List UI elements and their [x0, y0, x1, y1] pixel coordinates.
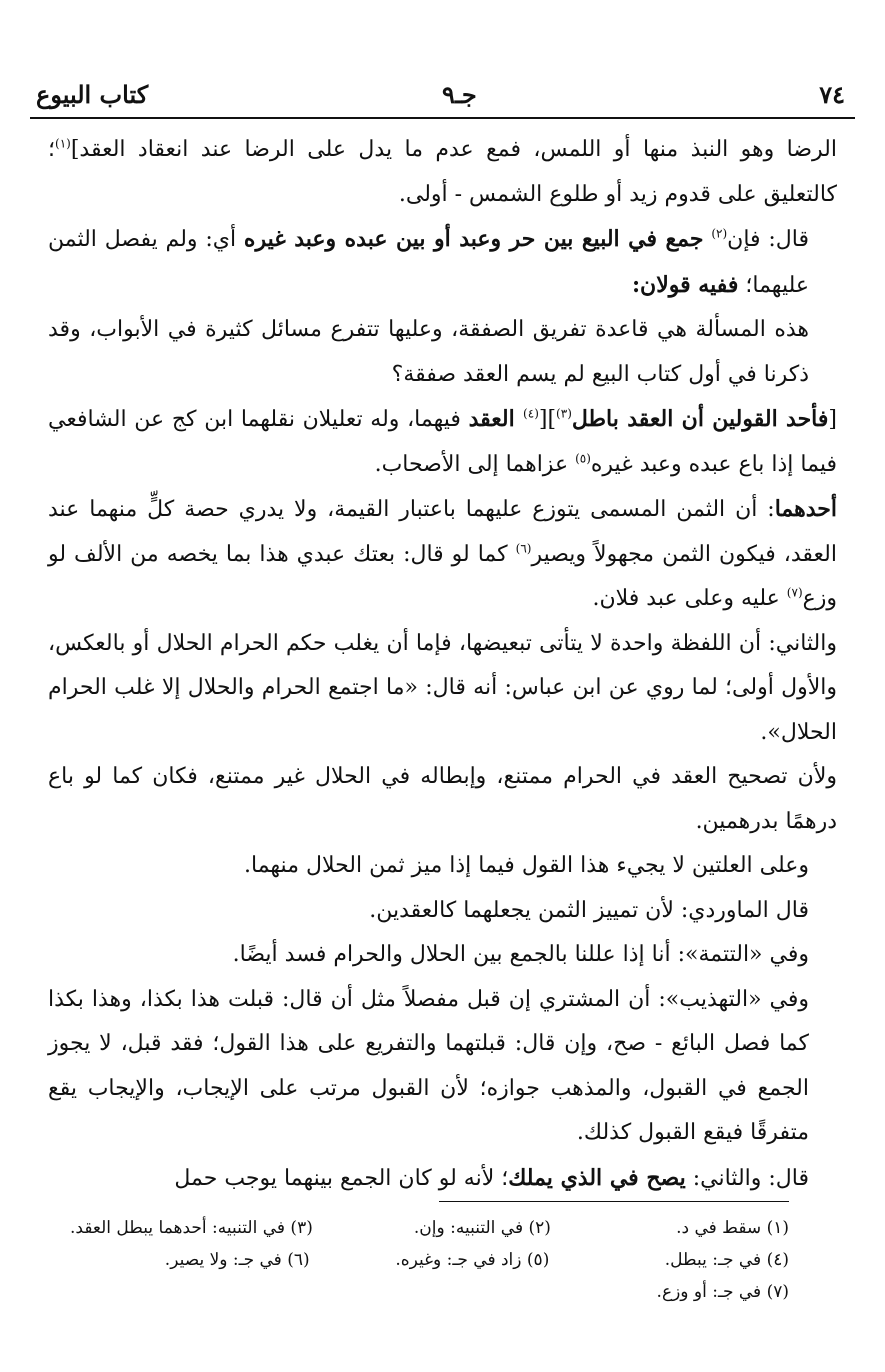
paragraph-7: ولأن تصحيح العقد في الحرام ممتنع، وإبطاله في الحلال غير ممتنع، فكان كما لو باع درهمًا بدرهمين.: [48, 764, 837, 834]
footnote: (٥) زاد في جـ: وغيره.: [395, 1250, 550, 1270]
paragraph-4: [فأحد القولين أن العقد باطل$^{(٣)}$][$^{(٤)}$ العقد فيهما، وله تعليلان نقلهما ابن كج عن الشافعي فيما إذا باع عبده وعبد غيره$^{(٥)}$ عزاهما إلى الأصحاب.: [48, 406, 837, 477]
footnote-ref: (٤): [523, 406, 539, 421]
main-text: [48, 128, 837, 1201]
paragraph-1: الرضا وهو النبذ منها أو اللمس، فمع عدم ما يدل على الرضا عند انعقاد العقد]$^{(١)}$؛ كالتعليق على قدوم زيد أو طلوع الشمس - أولى.: [48, 136, 837, 207]
footnote-row: [70, 1212, 789, 1244]
footnote-rule: [439, 1201, 789, 1202]
paragraph-12: قال: والثاني: يصح في الذي يملك؛ لأنه لو كان الجمع بينهما يوجب حمل: [174, 1164, 809, 1191]
footnote-ref: (٣): [556, 406, 572, 421]
book-title: كتاب البيوع: [36, 80, 149, 109]
paragraph-10: وفي «التتمة»: أنا إذا عللنا بالجمع بين الحلال والحرام فسد أيضًا.: [232, 942, 809, 967]
footnote: (٣) في التنبيه: أحدهما يبطل العقد.: [70, 1218, 313, 1238]
paragraph-11: وفي «التهذيب»: أن المشتري إن قبل مفصلاً مثل أن قال: قبلت هذا بكذا، وهذا بكذا كما فصل البائع - صح، وإن قال: قبلتهما والتفريع على هذا القول؛ فقد قبل، لا يجوز الجمع في القبول، والمذهب جوازه؛ لأن القبول مرتب على الإيجاب، والإيجاب يقع متفرقًا فيقع القبول كذلك.: [48, 986, 809, 1145]
footnote-ref: (٥): [575, 451, 591, 466]
footnote-ref: (١): [55, 136, 71, 151]
footnote: (١) سقط في د.: [676, 1218, 789, 1238]
paragraph-8: وعلى العلتين لا يجيء هذا القول فيما إذا ميز ثمن الحلال منهما.: [244, 853, 809, 878]
footnote-ref: (٢): [711, 226, 728, 241]
paragraph-5: أحدهما: أن الثمن المسمى يتوزع عليهما باعتبار القيمة، ولا يدري حصة كلٍّ منهما عند العقد، فيكون الثمن مجهولاً ويصير$^{(٦)}$ كما لو قال: بعتك عبدي هذا بما يخصه من الألف لو وزع$^{(٧)}$ عليه وعلى عبد فلان.: [48, 496, 837, 611]
page-number: ٧٤: [819, 80, 845, 109]
footnote-row: [70, 1244, 789, 1276]
footnote: (٧) في جـ: أو وزع.: [656, 1282, 789, 1302]
paragraph-2: قال: فإن$^{(٢)}$ جمع في البيع بين حر وعبد أو بين عبده وعبد غيره أي: ولم يفصل الثمن عليهما؛ ففيه قولان:: [48, 226, 809, 298]
paragraph-9: قال الماوردي: لأن تمييز الثمن يجعلهما كالعقدين.: [369, 897, 809, 923]
footnotes: [70, 1212, 789, 1308]
footnote-ref: (٧): [786, 585, 803, 600]
paragraph-3: هذه المسألة هي قاعدة تفريق الصفقة، وعليها تتفرع مسائل كثيرة في الأبواب، وقد ذكرنا في أول كتاب البيع لم يسم العقد صفقة؟: [48, 317, 809, 387]
page-header: [32, 78, 853, 112]
footnote: (٢) في التنبيه: وإن.: [413, 1218, 551, 1238]
volume-label: جـ٩: [442, 80, 477, 109]
header-rule: [30, 117, 855, 119]
footnote: (٦) في جـ: ولا يصير.: [164, 1250, 310, 1270]
footnote: (٤) في جـ: يبطل.: [664, 1250, 789, 1270]
paragraph-6: والثاني: أن اللفظة واحدة لا يتأتى تبعيضها، فإما أن يغلب حكم الحرام الحلال أو بالعكس، والأول أولى؛ لما روي عن ابن عباس: أنه قال: «ما اجتمع الحرام والحلال إلا غلب الحرام الحلال».: [48, 630, 837, 745]
footnote-ref: (٦): [515, 541, 532, 556]
footnote-row: [70, 1276, 789, 1308]
